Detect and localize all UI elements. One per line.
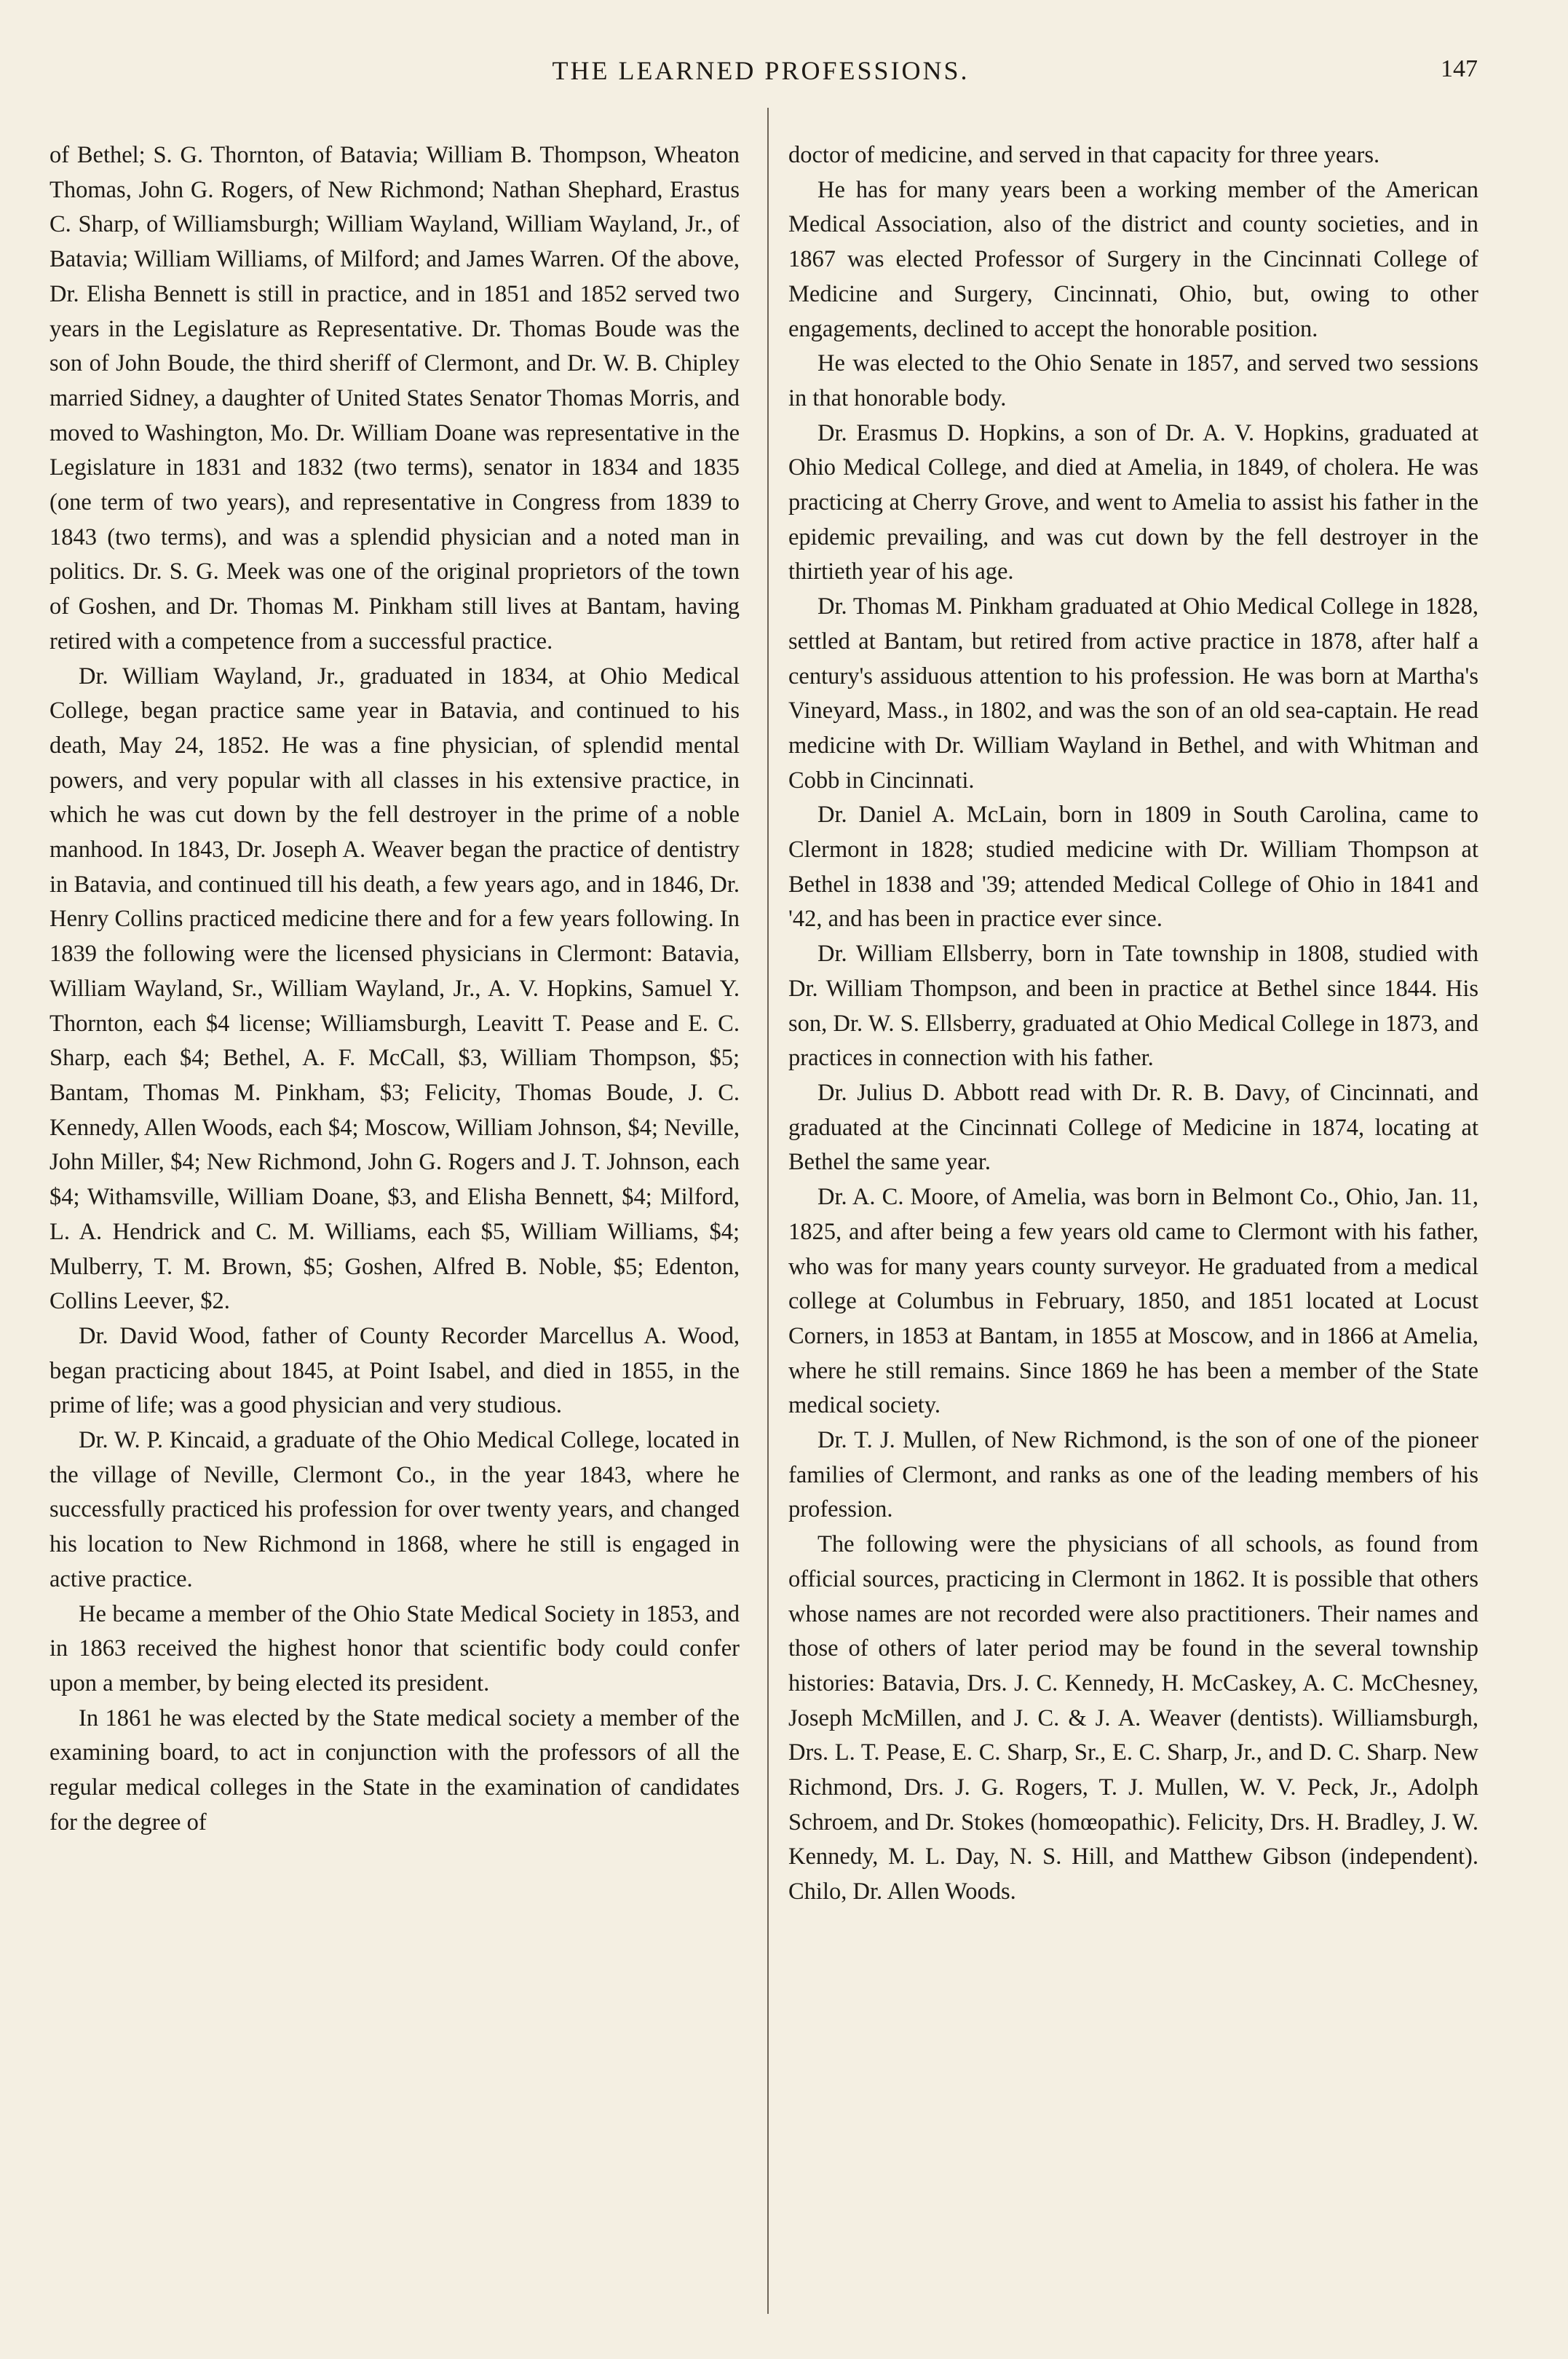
right-column xyxy=(788,138,1478,1910)
paragraph: He was elected to the Ohio Senate in 1857, and served two sessions in that honorable body. xyxy=(788,350,1478,411)
paragraph: Dr. W. P. Kincaid, a graduate of the Ohio Medical College, located in the village of Neville, Clermont Co., in the year 1843, where he successfully practiced his profession for over twenty years, and changed his location to New Richmond in 1868, where he still is engaged in active practice. xyxy=(50,1427,740,1592)
paragraph: In 1861 he was elected by the State medical society a member of the examining board, to act in conjunction with the professors of all the regular medical colleges in the State in the examination of candidates for the degree of xyxy=(50,1704,740,1836)
paragraph: Dr. Erasmus D. Hopkins, a son of Dr. A. V. Hopkins, graduated at Ohio Medical College, and died at Amelia, in 1849, of cholera. He was practicing at Cherry Grove, and went to Amelia to assist his father in the epidemic prevailing, and was cut down by the fell destroyer in the thirtieth year of his age. xyxy=(788,419,1478,585)
left-column xyxy=(50,138,740,1840)
paragraph: Dr. William Wayland, Jr., graduated in 1834, at Ohio Medical College, began practice same year in Batavia, and continued to his death, May 24, 1852. He was a fine physician, of splendid mental powers, and very popular with all classes in his extensive practice, in which he was cut down by the fell destroyer in the prime of a noble manhood. In 1843, Dr. Joseph A. Weaver began the practice of dentistry in Batavia, and continued till his death, a few years ago, and in 1846, Dr. Henry Collins practiced medicine there and for a few years following. In 1839 the following were the licensed physicians in Clermont: Batavia, William Wayland, Sr., William Wayland, Jr., A. V. Hopkins, Samuel Y. Thornton, each $4 license; Williamsburgh, Leavitt T. Pease and E. C. Sharp, each $4; Bethel, A. F. McCall, $3, William Thompson, $5; Bantam, Thomas M. Pinkham, $3; Felicity, Thomas Boude, J. C. Kennedy, Allen Woods, each $4; Moscow, William Johnson, $4; Neville, John Miller, $4; New Richmond, John G. Rogers and J. T. Johnson, each $4; Withamsville, William Doane, $3, and Elisha Bennett, $4; Milford, L. A. Hendrick and C. M. Williams, each $5, William Williams, $4; Mulberry, T. M. Brown, $5; Goshen, Alfred B. Noble, $5; Edenton, Collins Leever, $2. xyxy=(50,663,740,1315)
paragraph: He has for many years been a working member of the American Medical Association, also of the district and county societies, and in 1867 was elected Professor of Surgery in the Cincinnati College of Medicine and Surgery, Cincinnati, Ohio, but, owing to other engagements, declined to accept the honorable position. xyxy=(788,176,1478,342)
column-divider xyxy=(767,108,769,2314)
paragraph: of Bethel; S. G. Thornton, of Batavia; William B. Thompson, Wheaton Thomas, John G. Rogers, of New Richmond; Nathan Shephard, Erastus C. Sharp, of Williamsburgh; William Wayland, William Wayland, Jr., of Batavia; William Williams, of Milford; and James Warren. Of the above, Dr. Elisha Bennett is still in practice, and in 1851 and 1852 served two years in the Legislature as Representative. Dr. Thomas Boude was the son of John Boude, the third sheriff of Clermont, and Dr. W. B. Chipley married Sidney, a daughter of United States Senator Thomas Morris, and moved to Washington, Mo. Dr. William Doane was representative in the Legislature in 1831 and 1832 (two terms), senator in 1834 and 1835 (one term of two years), and representative in Congress from 1839 to 1843 (two terms), and was a splendid physician and a noted man in politics. Dr. S. G. Meek was one of the original proprietors of the town of Goshen, and Dr. Thomas M. Pinkham still lives at Bantam, having retired with a competence from a successful practice. xyxy=(50,142,740,655)
paragraph: The following were the physicians of all schools, as found from official sources, practicing in Clermont in 1862. It is possible that others whose names are not recorded were also practitioners. Their names and those of others of later period may be found in the several township histories: Batavia, Drs. J. C. Kennedy, H. McCaskey, A. C. McChesney, Joseph McMillen, and J. C. & J. A. Weaver (dentists). Williamsburgh, Drs. L. T. Pease, E. C. Sharp, Sr., E. C. Sharp, Jr., and D. C. Sharp. New Richmond, Drs. J. G. Rogers, T. J. Mullen, W. V. Peck, Jr., Adolph Schroem, and Dr. Stokes (homœopathic). Felicity, Drs. H. Bradley, J. W. Kennedy, M. L. Day, N. S. Hill, and Matthew Gibson (independent). Chilo, Dr. Allen Woods. xyxy=(788,1531,1478,1905)
paragraph: Dr. David Wood, father of County Recorder Marcellus A. Wood, began practicing about 1845, at Point Isabel, and died in 1855, in the prime of life; was a good physician and very studious. xyxy=(50,1322,740,1419)
paragraph: He became a member of the Ohio State Medical Society in 1853, and in 1863 received the highest honor that scientific body could confer upon a member, by being elected its president. xyxy=(50,1600,740,1696)
page-number: 147 xyxy=(1441,55,1478,82)
paragraph: Dr. A. C. Moore, of Amelia, was born in Belmont Co., Ohio, Jan. 11, 1825, and after being a few years old came to Clermont with his father, who was for many years county surveyor. He graduated from a medical college at Columbus in February, 1850, and 1851 located at Locust Corners, in 1853 at Bantam, in 1855 at Moscow, and in 1866 at Amelia, where he still remains. Since 1869 he has been a member of the State medical society. xyxy=(788,1184,1478,1419)
running-head xyxy=(44,52,1478,96)
paragraph: Dr. T. J. Mullen, of New Richmond, is the son of one of the pioneer families of Clermont, and ranks as one of the leading members of his profession. xyxy=(788,1427,1478,1523)
paragraph: Dr. Thomas M. Pinkham graduated at Ohio Medical College in 1828, settled at Bantam, but retired from active practice in 1878, after half a century's assiduous attention to his profession. He was born at Martha's Vineyard, Mass., in 1802, and was the son of an old sea-captain. He read medicine with Dr. William Wayland in Bethel, and with Whitman and Cobb in Cincinnati. xyxy=(788,593,1478,794)
paragraph: Dr. Daniel A. McLain, born in 1809 in South Carolina, came to Clermont in 1828; studied medicine with Dr. William Thompson at Bethel in 1838 and '39; attended Medical College of Ohio in 1841 and '42, and has been in practice ever since. xyxy=(788,802,1478,933)
paragraph: doctor of medicine, and served in that capacity for three years. xyxy=(788,142,1380,168)
paragraph: Dr. William Ellsberry, born in Tate township in 1808, studied with Dr. William Thompson, and been in practice at Bethel since 1844. His son, Dr. W. S. Ellsberry, graduated at Ohio Medical College in 1873, and practices in connection with his father. xyxy=(788,941,1478,1072)
paragraph: Dr. Julius D. Abbott read with Dr. R. B. Davy, of Cincinnati, and graduated at the Cincinnati College of Medicine in 1874, locating at Bethel the same year. xyxy=(788,1079,1478,1176)
running-title: THE LEARNED PROFESSIONS. xyxy=(552,56,970,85)
